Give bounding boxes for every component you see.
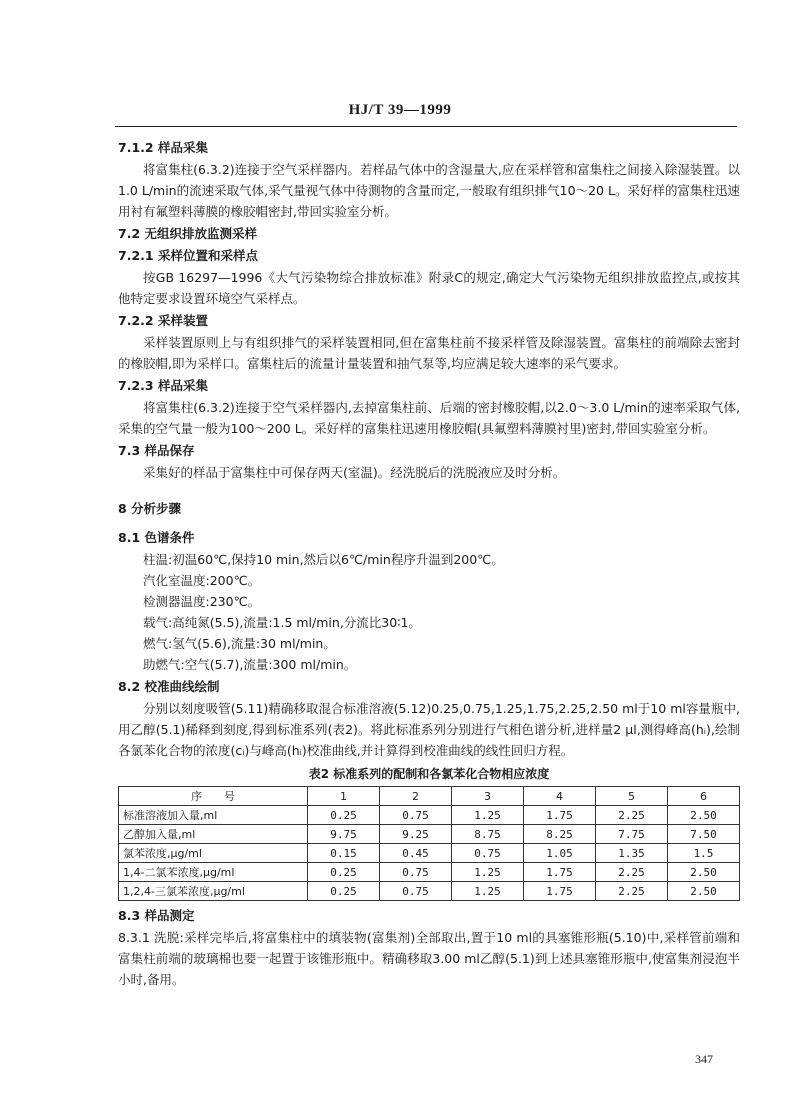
- section-7-2-2-title: 7.2.2 采样装置: [118, 313, 208, 328]
- table-row: [119, 844, 740, 863]
- table-header-row: [119, 787, 740, 806]
- row-label: 1,4-二氯苯浓度,μg/ml: [119, 863, 308, 882]
- table-cell: 1.25: [452, 863, 524, 882]
- table-header-cell: 序 号: [119, 787, 308, 806]
- table-cell: 7.50: [668, 825, 740, 844]
- table-cell: 1.75: [524, 882, 596, 901]
- table-cell: 9.25: [380, 825, 452, 844]
- table-cell: 0.75: [452, 844, 524, 863]
- table-cell: 2.50: [668, 882, 740, 901]
- table-cell: 2.25: [596, 863, 668, 882]
- row-label: 乙醇加入量,ml: [119, 825, 308, 844]
- table-cell: 1.25: [452, 806, 524, 825]
- table-header-cell: 1: [308, 787, 380, 806]
- page-number: 347: [695, 1052, 713, 1066]
- standard-series-table: [118, 786, 740, 901]
- table-row: [119, 863, 740, 882]
- table-cell: 0.75: [380, 882, 452, 901]
- table-cell: 2.25: [596, 806, 668, 825]
- table-cell: 7.75: [596, 825, 668, 844]
- section-8-title: 8 分析步骤: [118, 501, 182, 516]
- section-7-3-text: 采集好的样品于富集柱中可保存两天(室温)。经洗脱后的洗脱液应及时分析。: [143, 465, 566, 480]
- table-row: [119, 882, 740, 901]
- detector-temperature-text: 检测器温度:230℃。: [143, 594, 261, 609]
- table-cell: 8.75: [452, 825, 524, 844]
- table-cell: 0.25: [308, 863, 380, 882]
- section-7-2-3-text: 将富集柱(6.3.2)连接于空气采样器内,去掉富集柱前、后端的密封橡胶帽,以2.0～3.0 L/min的速率采取气体,采集的空气量一般为100～200 L。采好样的富集柱迅速用橡胶帽(具氟塑料薄膜衬里)密封,带回实验室分析。: [118, 400, 740, 436]
- section-8-2-text: 分别以刻度吸管(5.11)精确移取混合标准溶液(5.12)0.25,0.75,1.25,1.75,2.25,2.50 ml于10 ml容量瓶中,用乙醇(5.1)稀释到刻度,得到标准系列(表2)。将此标准系列分别进行气相色谱分析,进样量2 μl,测得峰高(hᵢ),绘制各氯苯化合物的浓度(cᵢ)与峰高(hᵢ)校准曲线,并计算得到校准曲线的线性回归方程。: [118, 701, 740, 758]
- table-header-cell: 4: [524, 787, 596, 806]
- table-cell: 2.50: [668, 806, 740, 825]
- header-rule: [115, 126, 737, 127]
- row-label: 标准溶液加入量,ml: [119, 806, 308, 825]
- section-7-2-1-text: 按GB 16297—1996《大气污染物综合排放标准》附录C的规定,确定大气污染物无组织排放监控点,或按其他特定要求设置环境空气采样点。: [118, 270, 740, 306]
- column-temperature-text: 柱温:初温60℃,保持10 min,然后以6℃/min程序升温到200℃。: [143, 552, 504, 567]
- section-7-1-2-title: 7.1.2 样品采集: [118, 140, 208, 155]
- table-cell: 2.25: [596, 882, 668, 901]
- table-header-cell: 6: [668, 787, 740, 806]
- section-7-2-1-title: 7.2.1 采样位置和采样点: [118, 248, 258, 263]
- table-header-cell: 3: [452, 787, 524, 806]
- table-cell: 2.50: [668, 863, 740, 882]
- section-7-2-3-title: 7.2.3 样品采集: [118, 378, 208, 393]
- section-7-2-2-text: 采样装置原则上与有组织排气的采样装置相同,但在富集柱前不接采样管及除湿装置。富集柱的前端除去密封的橡胶帽,即为采样口。富集柱后的流量计量装置和抽气泵等,均应满足较大速率的采气要求。: [118, 335, 740, 371]
- table-cell: 1.05: [524, 844, 596, 863]
- table-cell: 1.25: [452, 882, 524, 901]
- section-8-2-title: 8.2 校准曲线绘制: [118, 679, 220, 694]
- table-cell: 8.25: [524, 825, 596, 844]
- table-cell: 0.75: [380, 863, 452, 882]
- standard-header: HJ/T 39—1999: [348, 102, 452, 118]
- table-cell: 0.25: [308, 882, 380, 901]
- page-content: [118, 136, 740, 990]
- row-label: 氯苯浓度,μg/ml: [119, 844, 308, 863]
- section-7-3-title: 7.3 样品保存: [118, 443, 195, 458]
- fuel-gas-text: 燃气:氢气(5.6),流量:30 ml/min。: [143, 636, 336, 651]
- table-cell: 1.75: [524, 806, 596, 825]
- table-header-cell: 5: [596, 787, 668, 806]
- row-label: 1,2,4-三氯苯浓度,μg/ml: [119, 882, 308, 901]
- table-row: [119, 806, 740, 825]
- section-7-2-title: 7.2 无组织排放监测采样: [118, 226, 257, 241]
- table-caption: 表2 标准系列的配制和各氯苯化合物相应浓度: [308, 767, 550, 781]
- table-cell: 1.5: [668, 844, 740, 863]
- section-7-1-2-text: 将富集柱(6.3.2)连接于空气采样器内。若样品气体中的含湿量大,应在采样管和富集柱之间接入除湿装置。以1.0 L/min的流速采取气体,采气量视气体中待测物的含量而定,一般取有组织排气10～20 L。采好样的富集柱迅速用衬有氟塑料薄膜的橡胶帽密封,带回实验室分析。: [118, 162, 740, 219]
- table-cell: 0.25: [308, 806, 380, 825]
- support-gas-text: 助燃气:空气(5.7),流量:300 ml/min。: [143, 657, 357, 672]
- table-cell: 1.75: [524, 863, 596, 882]
- table-row: [119, 825, 740, 844]
- table-cell: 0.15: [308, 844, 380, 863]
- table-cell: 9.75: [308, 825, 380, 844]
- carrier-gas-text: 载气:高纯氮(5.5),流量:1.5 ml/min,分流比30∶1。: [143, 615, 421, 630]
- table-cell: 0.75: [380, 806, 452, 825]
- section-8-1-title: 8.1 色谱条件: [118, 530, 195, 545]
- section-8-3-1-text: 8.3.1 洗脱:采样完毕后,将富集柱中的填装物(富集剂)全部取出,置于10 ml的具塞锥形瓶(5.10)中,采样管前端和富集柱前端的玻璃棉也要一起置于该锥形瓶中。精确移取3.00 ml乙醇(5.1)到上述具塞锥形瓶中,使富集剂浸泡半小时,备用。: [118, 930, 740, 987]
- table-header-cell: 2: [380, 787, 452, 806]
- section-8-3-title: 8.3 样品测定: [118, 908, 195, 923]
- table-cell: 1.35: [596, 844, 668, 863]
- injector-temperature-text: 汽化室温度:200℃。: [143, 573, 261, 588]
- table-cell: 0.45: [380, 844, 452, 863]
